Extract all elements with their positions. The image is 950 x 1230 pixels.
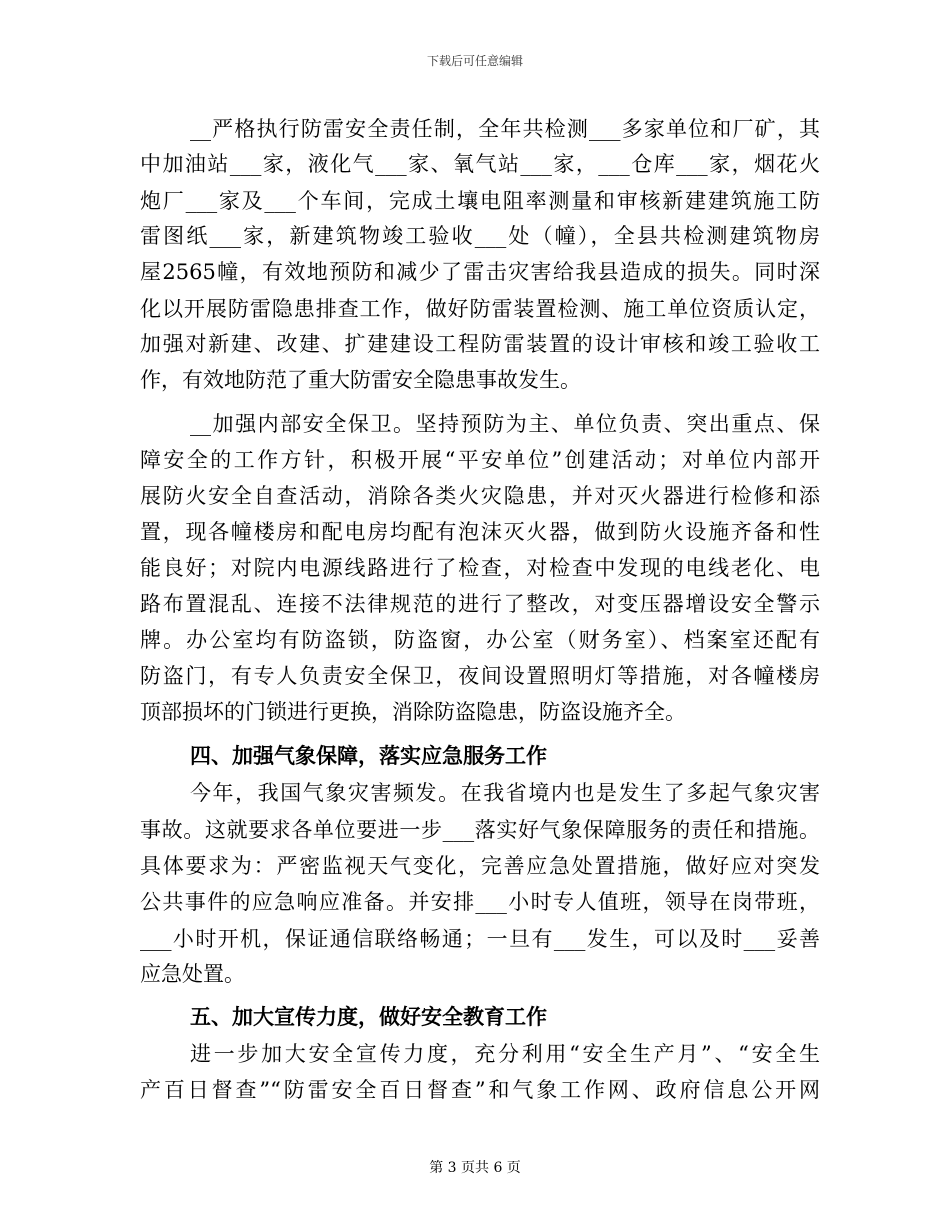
paragraph-line: 展防火安全自查活动，消除各类火灾隐患，并对灭火器进行检修和添: [140, 484, 820, 508]
paragraph-line: ___小时开机，保证通信联络畅通；一旦有___发生，可以及时___妥善: [140, 927, 820, 951]
page-footer: 第 3 页共 6 页: [429, 1160, 521, 1176]
paragraph-line: 屋2565幢，有效地预防和减少了雷击灾害给我县造成的损失。同时深: [140, 260, 820, 284]
paragraph-line: 中加油站___家，液化气___家、氧气站___家，___仓库___家，烟花火: [140, 152, 820, 176]
paragraph-line: 雷图纸___家，新建筑物竣工验收___处（幢），全县共检测建筑物房: [140, 224, 820, 248]
page-header: 下载后可任意编辑: [426, 54, 523, 68]
section-heading: 四、加强气象保障，落实应急服务工作: [190, 743, 547, 768]
paragraph-line: 防盗门，有专人负责安全保卫，夜间设置照明灯等措施，对各幢楼房: [140, 664, 820, 688]
paragraph-line: 置，现各幢楼房和配电房均配有泡沫灭火器，做到防火设施齐备和性: [140, 520, 820, 544]
paragraph-line: 顶部损坏的门锁进行更换，消除防盗隐患，防盗设施齐全。: [140, 700, 686, 724]
paragraph-line: 公共事件的应急响应准备。并安排___小时专人值班，领导在岗带班，: [140, 890, 820, 914]
paragraph-line: 进一步加大安全宣传力度，充分利用“安全生产月”、“安全生: [190, 1042, 820, 1066]
paragraph-line: 应急处置。: [140, 962, 245, 986]
paragraph-line: __加强内部安全保卫。坚持预防为主、单位负责、突出重点、保: [190, 412, 820, 436]
paragraph-line: 作，有效地防范了重大防雷安全隐患事故发生。: [140, 368, 581, 392]
paragraph-line: __严格执行防雷安全责任制，全年共检测___多家单位和厂矿，其: [190, 117, 820, 141]
paragraph-line: 事故。这就要求各单位要进一步___落实好气象保障服务的责任和措施。: [140, 818, 820, 842]
paragraph-line: 加强对新建、改建、扩建建设工程防雷装置的设计审核和竣工验收工: [140, 332, 820, 356]
paragraph-line: 牌。办公室均有防盗锁，防盗窗，办公室（财务室）、档案室还配有: [140, 628, 820, 652]
paragraph-line: 路布置混乱、连接不法律规范的进行了整改，对变压器增设安全警示: [140, 592, 820, 616]
section-heading: 五、加大宣传力度，做好安全教育工作: [190, 1004, 547, 1029]
paragraph-line: 产百日督查”“防雷安全百日督查”和气象工作网、政府信息公开网: [140, 1078, 820, 1102]
paragraph-line: 今年，我国气象灾害频发。在我省境内也是发生了多起气象灾害: [190, 781, 820, 805]
paragraph-line: 障安全的工作方针，积极开展“平安单位”创建活动；对单位内部开: [140, 448, 820, 472]
paragraph-line: 具体要求为：严密监视天气变化，完善应急处置措施，做好应对突发: [140, 854, 820, 878]
paragraph-line: 化以开展防雷隐患排查工作，做好防雷装置检测、施工单位资质认定，: [140, 297, 820, 321]
paragraph-line: 能良好；对院内电源线路进行了检查，对检查中发现的电线老化、电: [140, 556, 820, 580]
paragraph-line: 炮厂___家及___个车间，完成土壤电阻率测量和审核新建建筑施工防: [140, 189, 820, 213]
